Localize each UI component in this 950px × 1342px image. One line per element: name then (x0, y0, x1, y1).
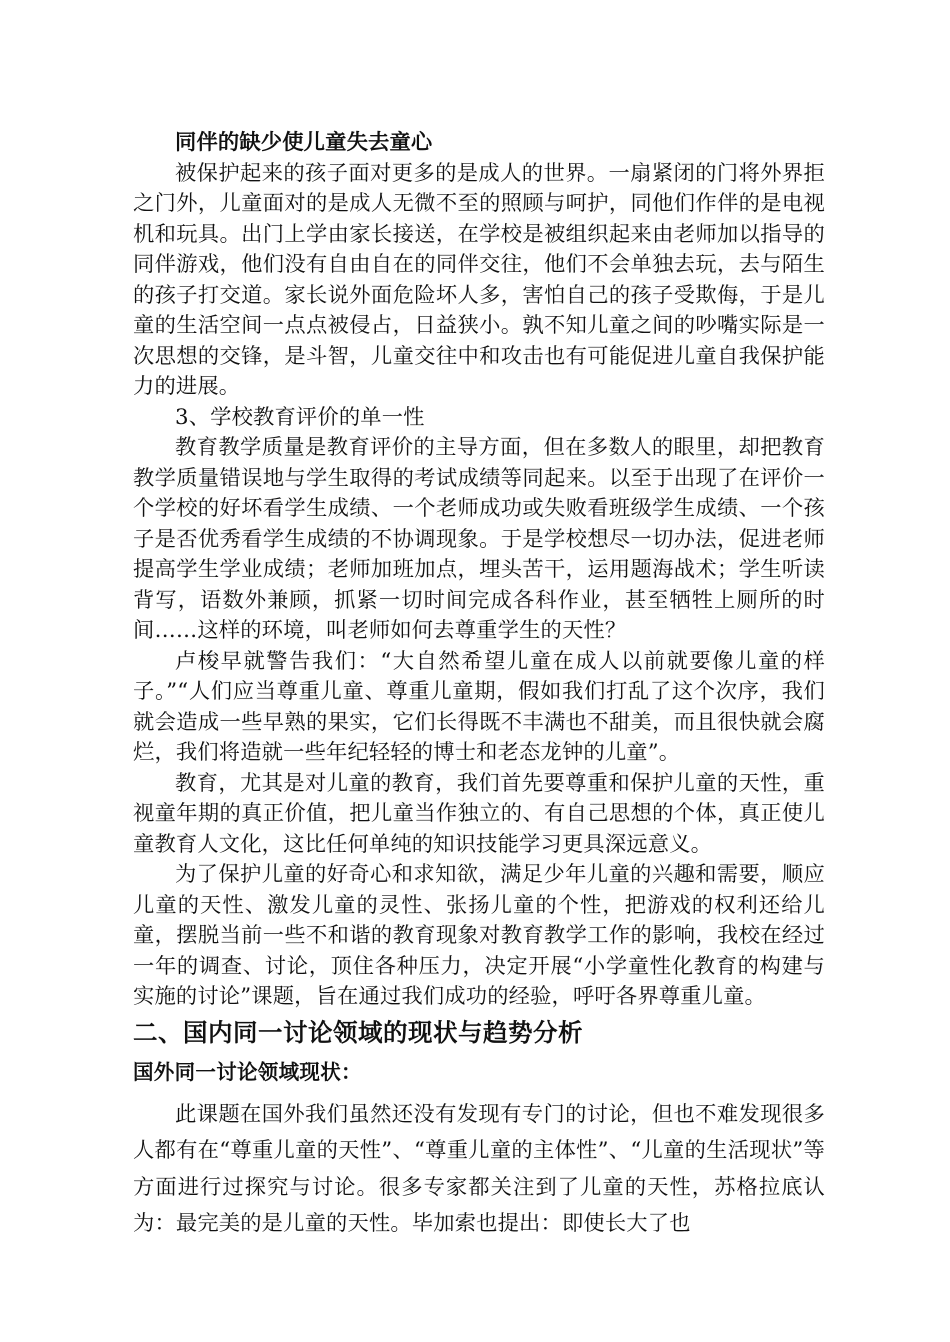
document-body (133, 128, 825, 1243)
subsection-heading: 国外同一讨论领域现状： (133, 1059, 362, 1084)
list-item-heading: 3、学校教育评价的单一性 (175, 404, 425, 430)
section-heading: 二、国内同一讨论领域的现状与趋势分析 (133, 1017, 583, 1047)
paragraph: 被保护起来的孩子面对更多的是成人的世界。一扇紧闭的门将外界拒之门外，儿童面对的是成人无微不至的照顾与呵护，同他们作伴的是电视机和玩具。出门上学由家长接送，在学校是被组织起来由老师加以指导的同伴游戏，他们没有自由自在的同伴交往，他们不会单独去玩，去与陌生的孩子打交道。家长说外面危险坏人多，害怕自己的孩子受欺侮，于是儿童的生活空间一点点被侵占，日益狭小。孰不知儿童之间的吵嘴实际是一次思想的交锋，是斗智，儿童交往中和攻击也有可能促进儿童自我保护能力的进展。 (133, 160, 825, 399)
subheading: 同伴的缺少使儿童失去童心 (175, 130, 433, 155)
paragraph: 教育，尤其是对儿童的教育，我们首先要尊重和保护儿童的天性，重视童年期的真正价值，把儿童当作独立的、有自己思想的个体，真正使儿童教育人文化，这比任何单纯的知识技能学习更具深远意义。 (133, 770, 825, 857)
paragraph: 卢梭早就警告我们：“大自然希望儿童在成人以前就要像儿童的样子。”“人们应当尊重儿童、尊重儿童期，假如我们打乱了这个次序，我们就会造成一些早熟的果实，它们长得既不丰满也不甜美，而且很快就会腐烂，我们将造就一些年纪轻轻的博士和老态龙钟的儿童”。 (133, 648, 825, 765)
paragraph: 为了保护儿童的好奇心和求知欲，满足少年儿童的兴趣和需要，顺应儿童的天性、激发儿童的灵性、张扬儿童的个性，把游戏的权利还给儿童，摆脱当前一些不和谐的教育现象对教育教学工作的影响，我校在经过一年的调查、讨论，顶住各种压力，决定开展“小学童性化教育的构建与实施的讨论”课题，旨在通过我们成功的经验，呼吁各界尊重儿童。 (133, 862, 825, 1009)
paragraph: 教育教学质量是教育评价的主导方面，但在多数人的眼里，却把教育教学质量错误地与学生取得的考试成绩等同起来。以至于出现了在评价一个学校的好坏看学生成绩、一个老师成功或失败看班级学生成绩、一个孩子是否优秀看学生成绩的不协调现象。于是学校想尽一切办法，促进老师提高学生学业成绩；老师加班加点，埋头苦干，运用题海战术；学生听读背写，语数外兼顾，抓紧一切时间完成各科作业，甚至牺牲上厕所的时间……这样的环境，叫老师如何去尊重学生的天性？ (133, 435, 825, 643)
paragraph: 此课题在国外我们虽然还没有发现有专门的讨论，但也不难发现很多人都有在“尊重儿童的天性”、“尊重儿童的主体性”、“儿童的生活现状”等方面进行过探究与讨论。很多专家都关注到了儿童的天性，苏格拉底认为：最完美的是儿童的天性。毕加索也提出：即使长大了也 (133, 1101, 825, 1236)
